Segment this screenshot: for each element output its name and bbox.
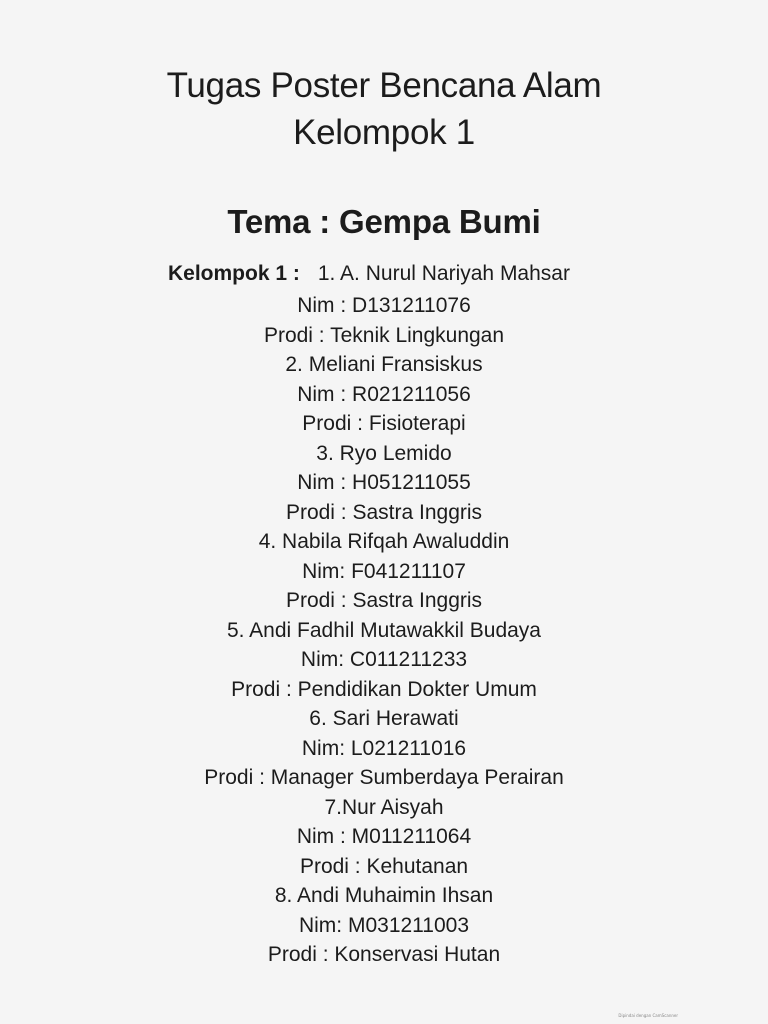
member-detail-line: Prodi : Konservasi Hutan — [267, 943, 501, 966]
member-1-name: 1. A. Nurul Nariyah Mahsar — [317, 262, 570, 285]
member-detail-line: Prodi : Pendidikan Dokter Umum — [231, 677, 537, 701]
member-detail-line: Nim: C011211233 — [300, 648, 468, 671]
member-detail-line: Prodi : Teknik Lingkungan — [263, 323, 505, 347]
member-detail-line: 8. Andi Muhaimin Ihsan — [274, 884, 494, 907]
member-detail-line: 6. Sari Herawati — [309, 707, 459, 730]
member-detail-line: Nim: L021211016 — [301, 736, 467, 760]
member-detail-line: Nim: M031211003 — [298, 913, 470, 937]
scanner-watermark: Dipindai dengan CamScanner — [618, 1013, 678, 1018]
member-detail-line: Prodi : Manager Sumberdaya Perairan — [204, 766, 564, 789]
group-label: Kelompok 1 : — [168, 262, 300, 285]
member-detail-line: 7.Nur Aisyah — [324, 795, 444, 819]
member-detail-line: Nim : D131211076 — [297, 294, 471, 317]
member-detail-line: 5. Andi Fadhil Mutawakkil Budaya — [226, 618, 541, 642]
document-title: Tugas Poster Bencana Alam — [166, 66, 602, 105]
member-detail-line: Prodi : Kehutanan — [299, 854, 469, 878]
member-detail-line: Nim: F041211107 — [302, 559, 466, 583]
member-detail-line: 4. Nabila Rifqah Awaluddin — [258, 530, 510, 553]
member-detail-line: Prodi : Sastra Inggris — [285, 589, 483, 612]
member-detail-line: Nim : M011211064 — [296, 825, 472, 848]
member-detail-line: Prodi : Fisioterapi — [302, 412, 466, 435]
group-header-row — [168, 260, 570, 288]
member-detail-line: Prodi : Sastra Inggris — [285, 500, 483, 524]
member-detail-line: Nim : H051211055 — [297, 471, 471, 494]
document-subtitle: Kelompok 1 — [293, 113, 475, 152]
member-detail-line: 3. Ryo Lemido — [316, 441, 452, 465]
theme-heading: Tema : Gempa Bumi — [227, 203, 541, 240]
member-detail-line: Nim : R021211056 — [297, 382, 471, 406]
member-detail-line: 2. Meliani Fransiskus — [285, 353, 483, 376]
